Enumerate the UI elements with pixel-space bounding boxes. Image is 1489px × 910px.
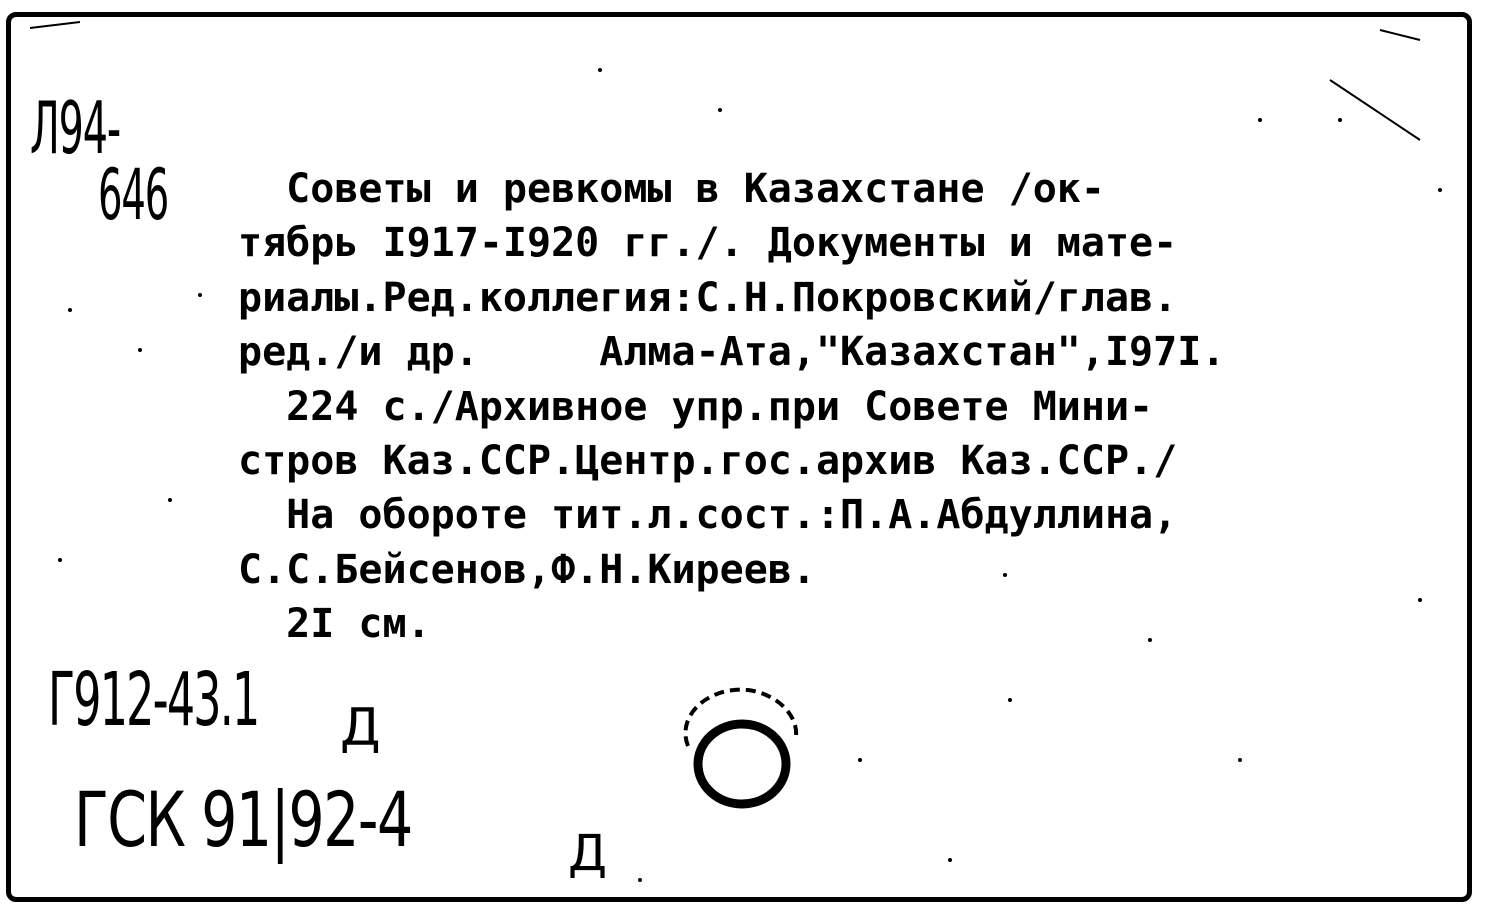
call-number-line2: 646 (98, 154, 169, 236)
entry-line: 224 с./Архивное упр.при Совете Мини- (238, 383, 1154, 430)
entry-line: На обороте тит.л.сост.:П.А.Абдуллина, (238, 492, 1178, 539)
entry-line: тябрь I917-I920 гг./. Документы и мате- (238, 220, 1178, 267)
entry-line: стров Каз.ССР.Центр.гос.архив Каз.ССР./ (238, 437, 1178, 484)
entry-line: Советы и ревкомы в Казахстане /ок- (238, 166, 1105, 212)
shelf-mark-1-suffix: Д (340, 698, 381, 758)
entry-line: ред./и др. Алма-Ата,"Казахстан",I97I. (238, 329, 1226, 376)
call-number-line1: Л94- (30, 86, 121, 170)
shelf-mark-2-suffix: Д (568, 824, 608, 882)
entry-line: 2I см. (238, 601, 431, 648)
shelf-mark-1: Г912-43.1 (48, 657, 259, 743)
shelf-mark-2: ГСК 91|92-4 (74, 775, 412, 864)
entry-line: С.С.Бейсенов,Ф.Н.Киреев. (238, 546, 816, 593)
entry-line: риалы.Ред.коллегия:С.Н.Покровский/глав. (238, 274, 1178, 321)
